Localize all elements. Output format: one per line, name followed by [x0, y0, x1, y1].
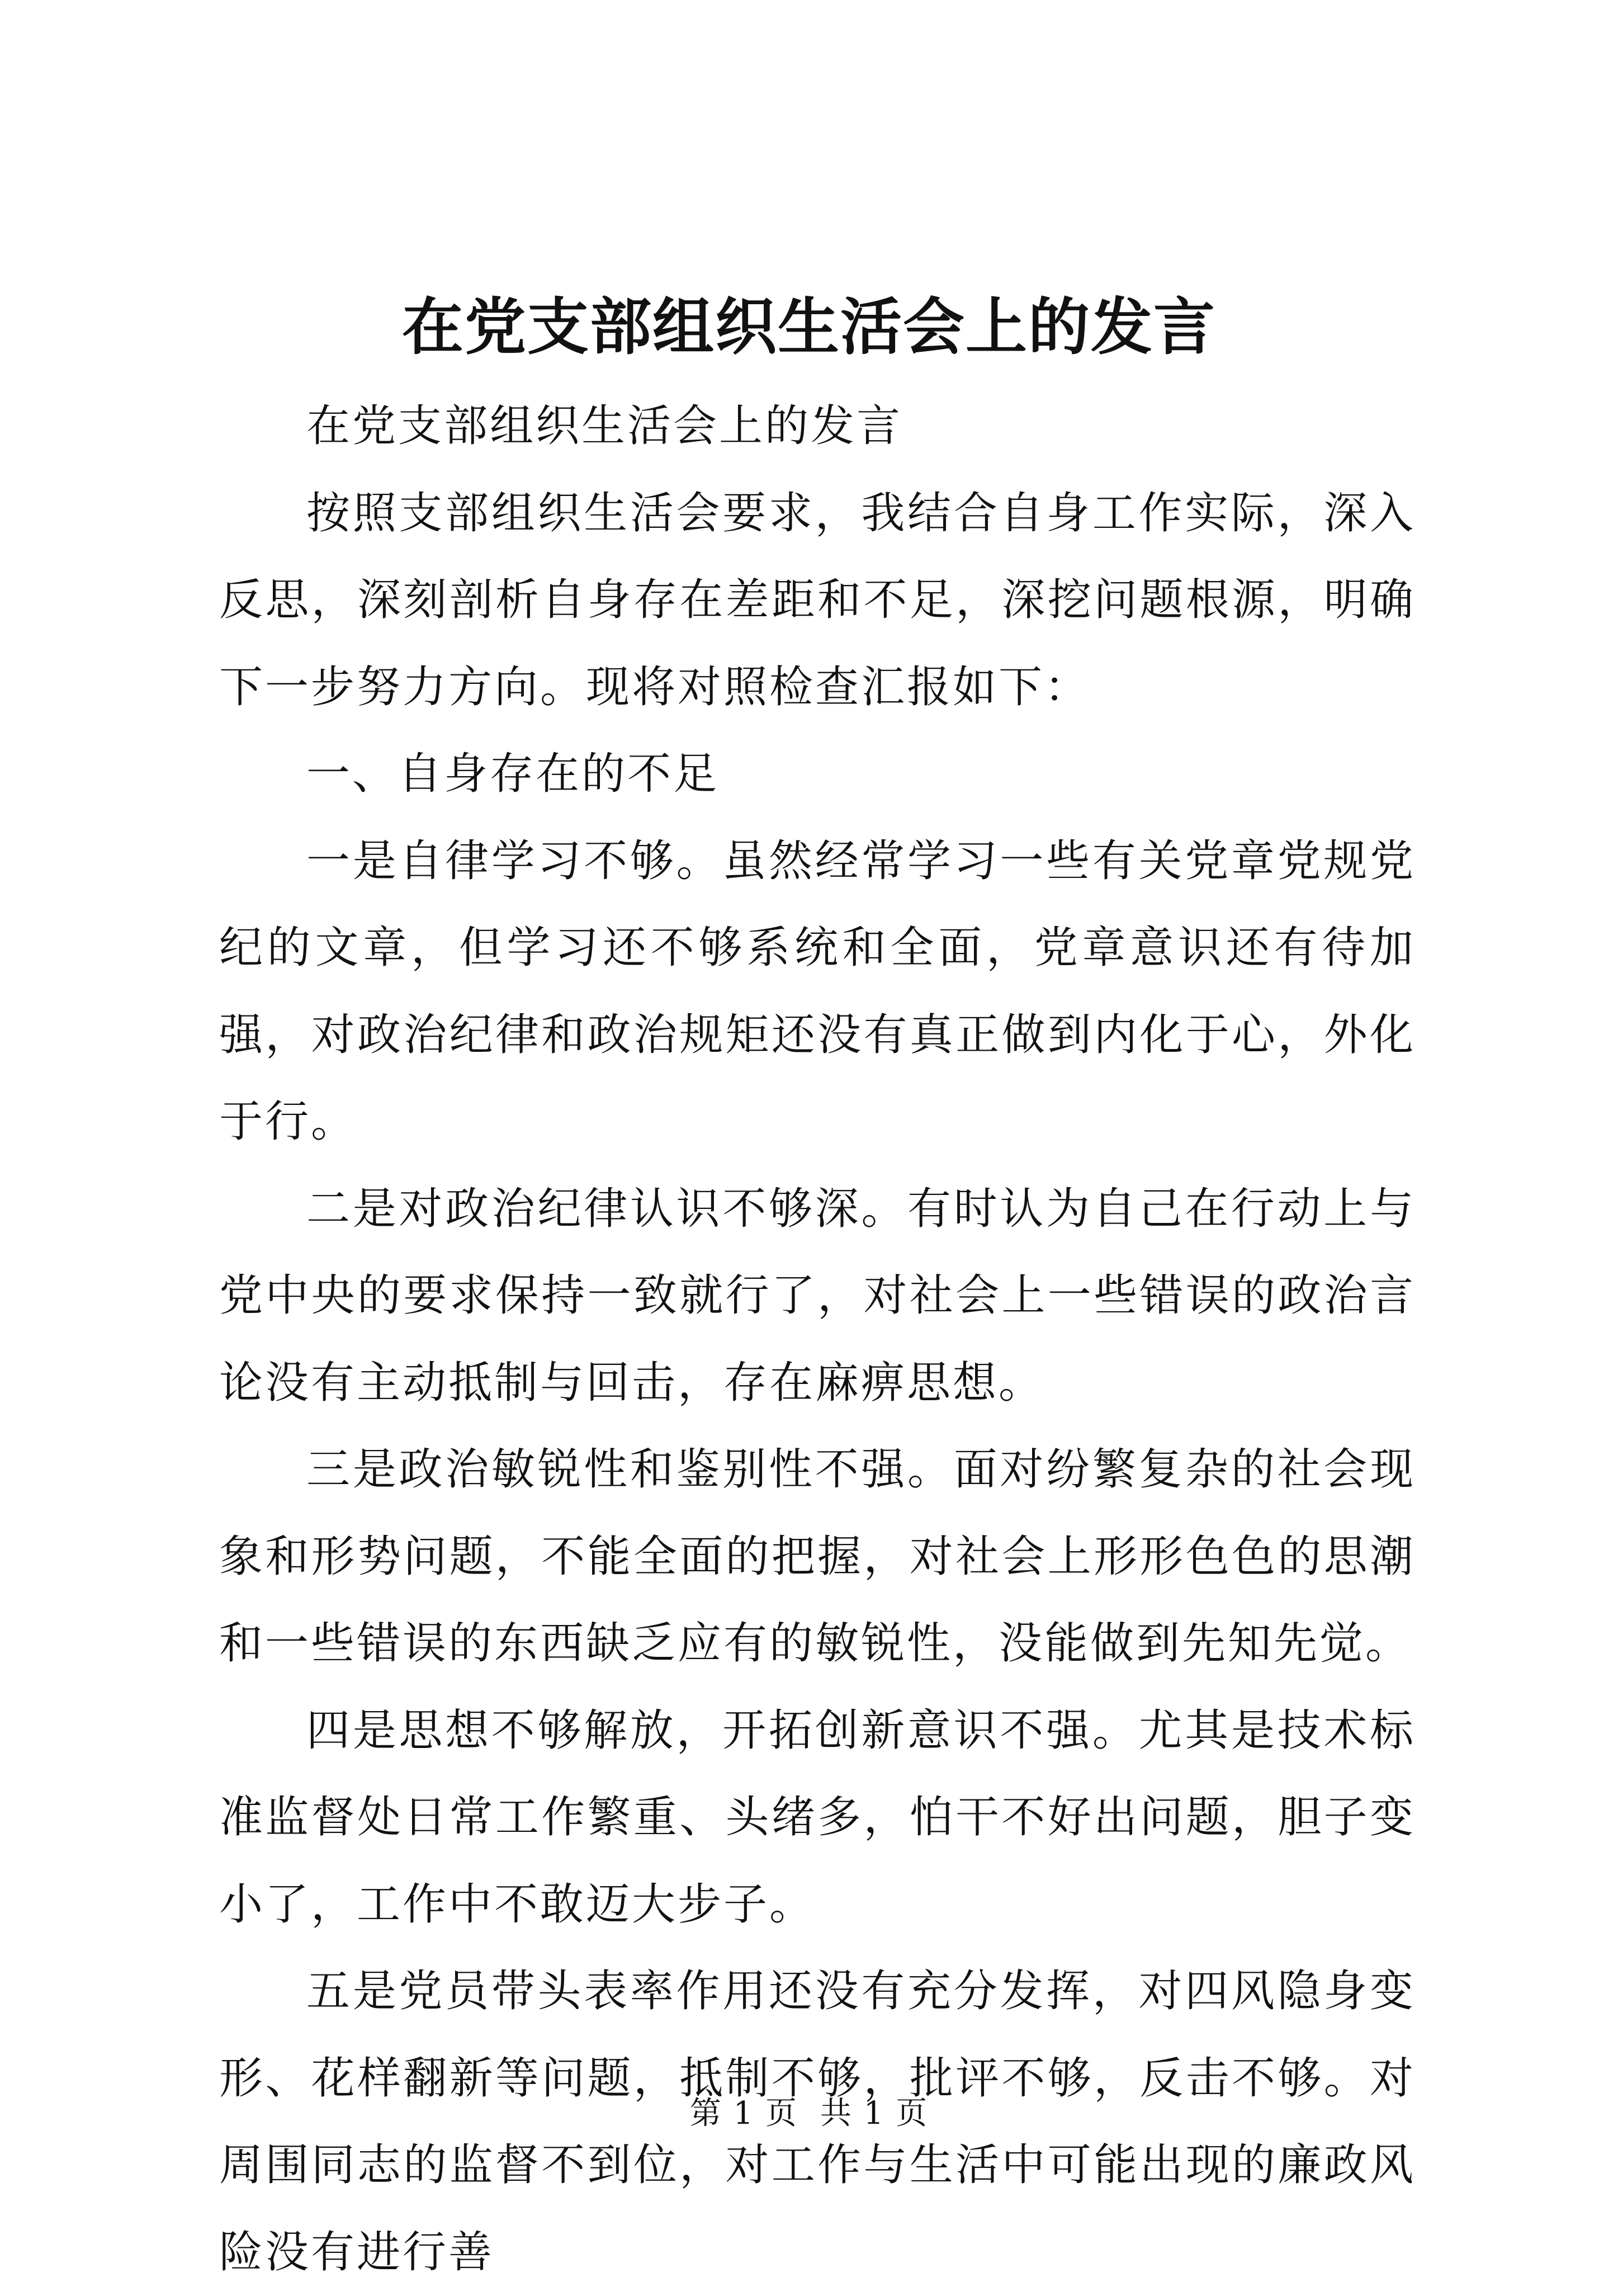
page-number-total: 共 1 页 [820, 2095, 929, 2132]
paragraph-point-2: 二是对政治纪律认识不够深。有时认为自己在行动上与党中央的要求保持一致就行了，对社会上一些错误的政治言论没有主动抵制与回击，存在麻痹思想。 [219, 1183, 1416, 1408]
page-number-current: 第 1 页 [689, 2095, 798, 2132]
paragraph-point-3: 三是政治敏锐性和鉴别性不强。面对纷繁复杂的社会现象和形势问题，不能全面的把握，对社会上形形色色的思潮和一些错误的东西缺乏应有的敏锐性，没能做到先知先觉。 [219, 1444, 1416, 1669]
page-footer [0, 2091, 1618, 2136]
paragraph-point-5: 五是党员带头表率作用还没有充分发挥，对四风隐身变形、花样翻新等问题，抵制不够，批评不够，反击不够。对周围同志的监督不到位，对工作与生活中可能出现的廉政风险没有进行善 [219, 1966, 1416, 2278]
document-title: 在党支部组织生活会上的发言 [402, 291, 1216, 363]
section-heading-shortcomings: 一、自身存在的不足 [306, 749, 720, 799]
paragraph-intro: 按照支部组织生活会要求，我结合自身工作实际，深入反思，深刻剖析自身存在差距和不足，深挖问题根源，明确下一步努力方向。现将对照检查汇报如下： [219, 488, 1416, 712]
document-body [219, 383, 1416, 2296]
paragraph-subtitle: 在党支部组织生活会上的发言 [306, 401, 903, 451]
paragraph-point-1: 一是自律学习不够。虽然经常学习一些有关党章党规党纪的文章，但学习还不够系统和全面，党章意识还有待加强，对政治纪律和政治规矩还没有真正做到内化于心，外化于行。 [219, 835, 1416, 1147]
paragraph-point-4: 四是思想不够解放，开拓创新意识不强。尤其是技术标准监督处日常工作繁重、头绪多，怕干不好出问题，胆子变小了，工作中不敢迈大步子。 [219, 1705, 1416, 1930]
